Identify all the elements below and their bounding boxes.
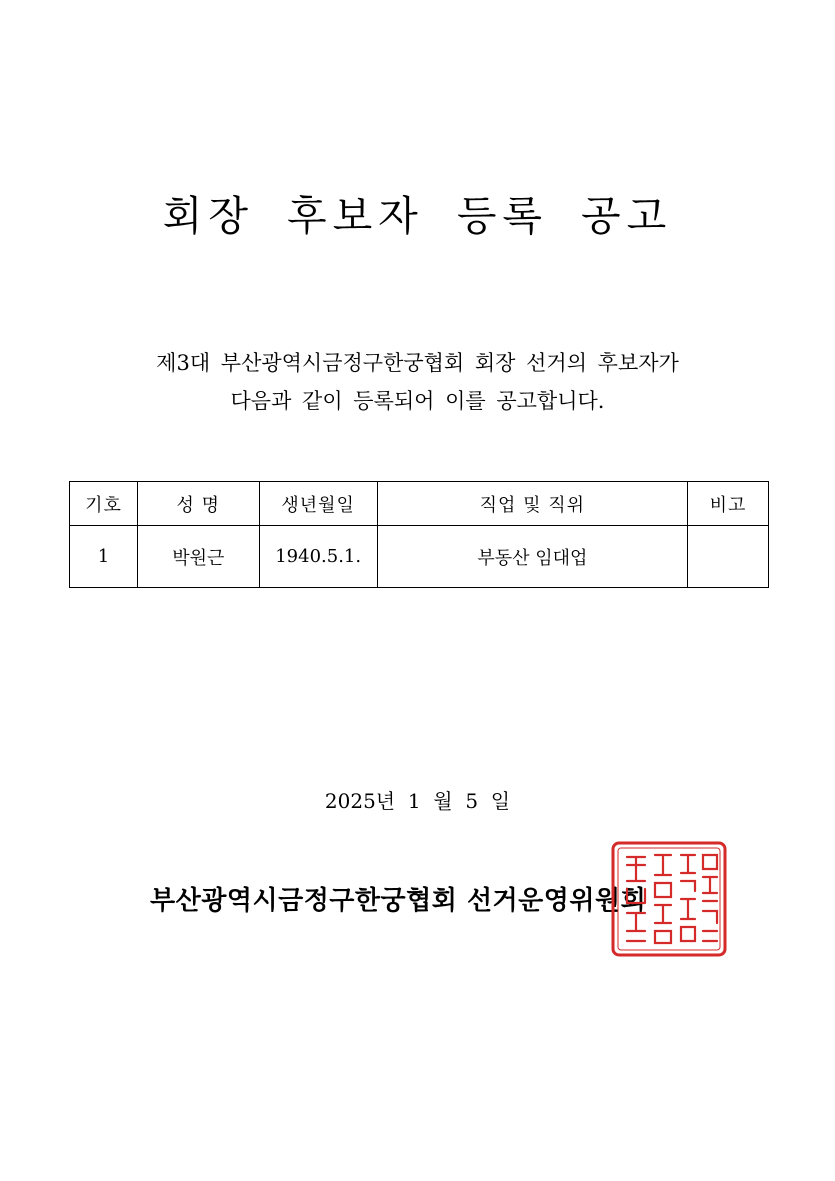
intro-line-2: 다음과 같이 등록되어 이를 공고합니다. — [230, 389, 605, 413]
cell-remarks — [688, 526, 769, 588]
organization-name: 부산광역시금정구한궁협회 선거운영위원회 — [150, 886, 647, 916]
cell-occupation: 부동산 임대업 — [377, 526, 687, 588]
table-row — [70, 526, 769, 588]
cell-number: 1 — [70, 526, 138, 588]
official-seal — [611, 841, 727, 957]
header-name: 성 명 — [137, 482, 259, 526]
candidate-table — [69, 481, 769, 588]
cell-birthdate: 1940.5.1. — [259, 526, 377, 588]
table-header-row — [70, 482, 769, 526]
header-occupation: 직업 및 직위 — [377, 482, 687, 526]
notice-intro — [0, 344, 835, 420]
cell-name: 박원근 — [137, 526, 259, 588]
header-birthdate: 생년월일 — [259, 482, 377, 526]
notice-date: 2025년 1 월 5 일 — [324, 789, 511, 813]
intro-line-1: 제3대 부산광역시금정구한궁협회 회장 선거의 후보자가 — [156, 351, 679, 375]
notice-title: 회장 후보자 등록 공고 — [162, 192, 673, 240]
header-remarks: 비고 — [688, 482, 769, 526]
header-number: 기호 — [70, 482, 138, 526]
